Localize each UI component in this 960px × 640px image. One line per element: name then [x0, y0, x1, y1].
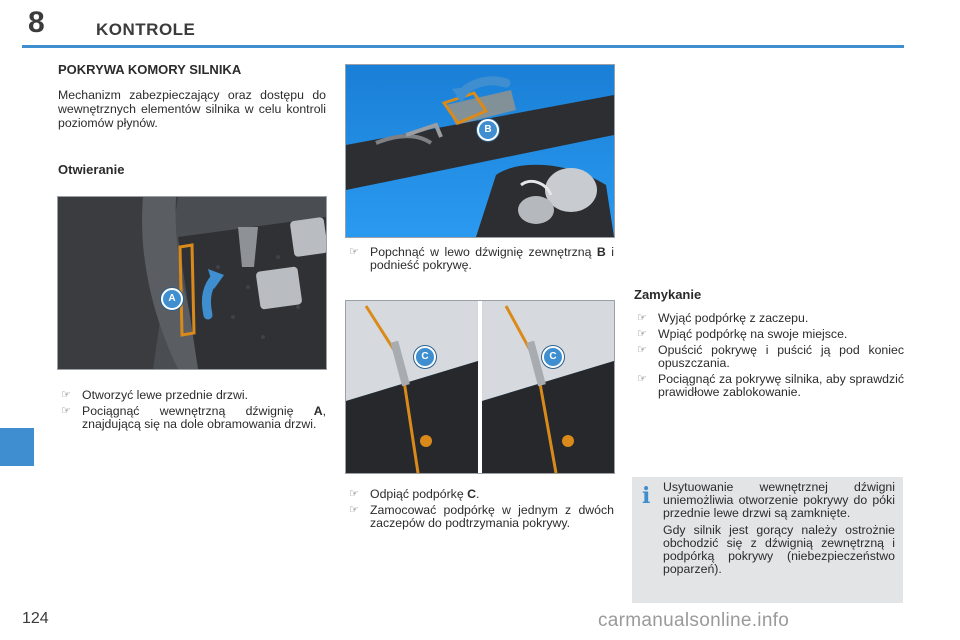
hood-latch-drawing	[346, 65, 614, 237]
lever-b-step	[346, 246, 614, 272]
opening-step	[58, 405, 326, 431]
prop-illustration	[345, 300, 615, 474]
callout-c-right: C	[542, 346, 564, 368]
lever-b-step-suffix: i podnieść pokrywę.	[370, 245, 614, 272]
watermark: carmanualsonline.info	[598, 610, 790, 631]
closing-step-2-text: Wpiąć podpórkę na swoje miejsce.	[658, 327, 848, 341]
prop-step	[346, 504, 614, 530]
closing-step-4-text: Pociągnąć za pokrywę silnika, aby sprawdzić prawidłowe zablokowanie.	[658, 372, 904, 399]
info-icon: i	[642, 483, 651, 509]
section-title: POKRYWA KOMORY SILNIKA	[58, 62, 242, 77]
lever-b-illustration	[345, 64, 615, 238]
closing-step	[634, 328, 904, 341]
page-number: 124	[22, 610, 49, 627]
prop-rod-drawing	[346, 301, 614, 473]
header-divider	[22, 45, 904, 48]
bullet-icon: ☞	[637, 328, 647, 340]
footwell-drawing	[58, 197, 326, 369]
chapter-title: KONTROLE	[96, 20, 196, 39]
info-paragraph-2: Gdy silnik jest gorący należy ostrożnie obchodzić się z dźwignią zewnętrzną i podpórką pokrywy (niebezpieczeństwo poparzeń).	[663, 523, 895, 576]
opening-title: Otwieranie	[58, 162, 125, 177]
closing-step-3-text: Opuścić pokrywę i puścić ją pod koniec opuszczania.	[658, 343, 904, 370]
prop-step	[346, 488, 614, 501]
prop-step-1-prefix: Odpiąć podpórkę	[370, 487, 468, 501]
prop-step-1-suffix: .	[475, 487, 480, 501]
callout-a: A	[161, 288, 183, 310]
opening-step-2-bold: A	[313, 404, 323, 418]
section-intro: Mechanizm zabezpieczający oraz dostępu do wewnętrznych elementów silnika w celu kontroli poziomów płynów.	[58, 88, 326, 130]
bullet-icon: ☞	[349, 246, 359, 258]
opening-steps	[58, 389, 326, 434]
info-text	[663, 481, 895, 580]
bullet-icon: ☞	[349, 504, 359, 516]
opening-step-2-suffix: , znajdującą się na dole obramowania drzwi.	[82, 404, 326, 431]
opening-step	[58, 389, 326, 402]
opening-illustration	[57, 196, 327, 370]
prop-steps	[346, 488, 614, 533]
chapter-side-tab	[0, 428, 34, 466]
opening-step-1-text: Otworzyć lewe przednie drzwi.	[82, 388, 249, 402]
closing-steps	[634, 312, 904, 402]
info-paragraph-1: Usytuowanie wewnętrznej dźwigni uniemożliwia otworzenie pokrywy do póki przednie lewe drzwi są zamknięte.	[663, 480, 895, 520]
opening-step-2-prefix: Pociągnąć wewnętrzną dźwignię	[82, 404, 314, 418]
lever-b-step-bold: B	[596, 245, 606, 259]
bullet-icon: ☞	[61, 389, 71, 401]
bullet-icon: ☞	[637, 312, 647, 324]
chapter-number: 8	[28, 6, 45, 39]
closing-step	[634, 344, 904, 370]
closing-title: Zamykanie	[634, 287, 702, 302]
closing-step-1-text: Wyjąć podpórkę z zaczepu.	[658, 311, 809, 325]
lever-b-step-prefix: Popchnąć w lewo dźwignię zewnętrzną	[370, 245, 597, 259]
bullet-icon: ☞	[61, 405, 71, 417]
callout-b: B	[477, 119, 499, 141]
bullet-icon: ☞	[349, 488, 359, 500]
bullet-icon: ☞	[637, 344, 647, 356]
callout-c-left: C	[414, 346, 436, 368]
lever-b-steps	[346, 246, 614, 275]
info-box	[632, 477, 903, 603]
prop-step-1-bold: C	[467, 487, 476, 501]
closing-step	[634, 373, 904, 399]
prop-step-2-text: Zamocować podpórkę w jednym z dwóch zaczepów do podtrzymania pokrywy.	[370, 503, 614, 530]
closing-step	[634, 312, 904, 325]
bullet-icon: ☞	[637, 373, 647, 385]
